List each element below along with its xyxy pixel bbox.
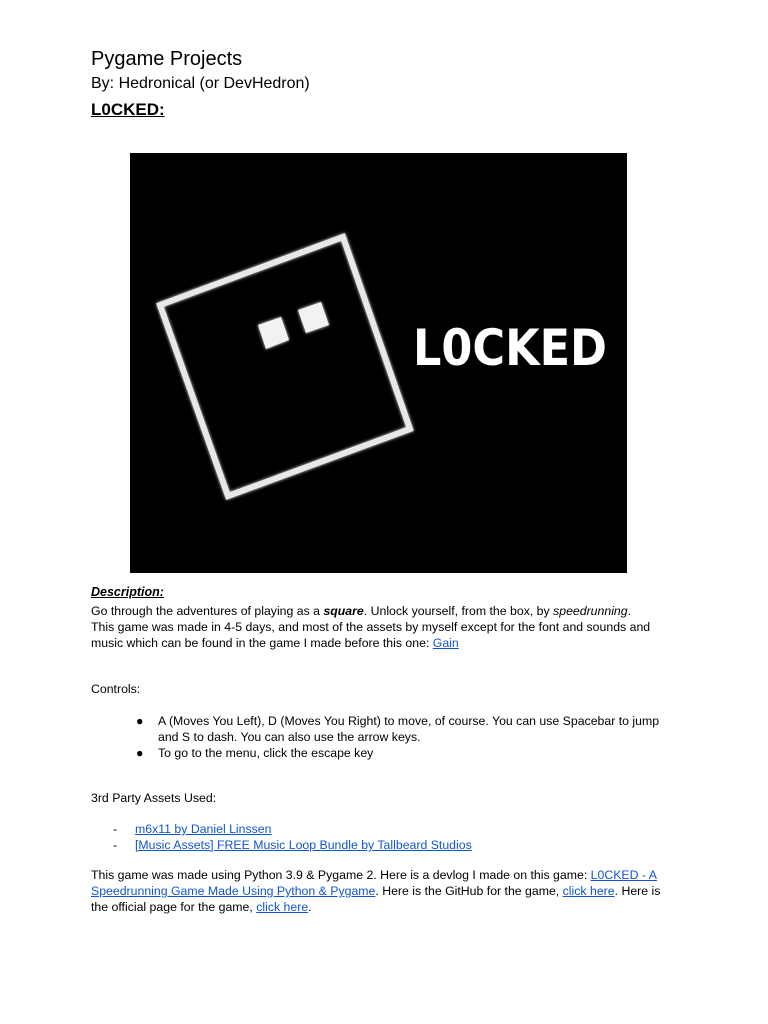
controls-list xyxy=(91,713,681,761)
closing-text-4: . xyxy=(308,900,312,914)
asset-link-font[interactable]: m6x11 by Daniel Linssen xyxy=(135,822,272,836)
devlog-link[interactable]: L0CKED - A Speedrunning Game Made Using Python & Pygame xyxy=(91,868,657,898)
asset-link-music[interactable]: [Music Assets] FREE Music Loop Bundle by Tallbeard Studios xyxy=(135,838,472,852)
control-text-1: A (Moves You Left), D (Moves You Right) to move, of course. You can use Spacebar to jump and S to dash. You can also use the arrow keys. xyxy=(158,714,660,744)
dash-icon: - xyxy=(113,822,118,836)
description-text-3: . xyxy=(627,604,632,618)
list-item xyxy=(91,837,472,853)
gain-link[interactable]: Gain xyxy=(432,636,459,650)
assets-heading: 3rd Party Assets Used: xyxy=(91,791,217,805)
control-text-2: To go to the menu, click the escape key xyxy=(158,746,374,760)
author-byline: By: Hedronical (or DevHedron) xyxy=(91,75,310,92)
description-text-2: . Unlock yourself, from the box, by xyxy=(363,604,554,618)
closing-text-2: . Here is the GitHub for the game, xyxy=(375,884,563,898)
description-heading: Description: xyxy=(91,585,164,599)
list-item xyxy=(91,713,681,745)
description-text-4: This game was made in 4-5 days, and most of the assets by myself except for the font and sounds and music which can be found in the game I made before this one: xyxy=(91,620,651,650)
closing-text-3: . Here is the official page for the game, xyxy=(91,884,661,914)
dash-icon: - xyxy=(113,838,118,852)
description-text-1: Go through the adventures of playing as a xyxy=(91,604,324,618)
closing-paragraph xyxy=(91,867,676,915)
bullet-icon: ● xyxy=(136,746,144,760)
official-page-link[interactable]: click here xyxy=(256,900,309,914)
banner-graphic xyxy=(130,153,627,573)
description-paragraph xyxy=(91,603,676,651)
game-banner-image xyxy=(130,153,627,573)
bullet-icon: ● xyxy=(136,714,144,728)
description-emphasis-speedrunning: speedrunning xyxy=(553,604,628,618)
controls-heading: Controls: xyxy=(91,682,141,696)
banner-logo-text: L0CKED xyxy=(413,319,607,377)
assets-list xyxy=(91,821,472,853)
github-link[interactable]: click here xyxy=(562,884,615,898)
description-emphasis-square: square xyxy=(323,604,364,618)
game-heading: L0CKED: xyxy=(91,100,165,119)
list-item xyxy=(91,821,472,837)
list-item xyxy=(91,745,681,761)
page-title: Pygame Projects xyxy=(91,48,243,70)
closing-text-1: This game was made using Python 3.9 & Pygame 2. Here is a devlog I made on this game: xyxy=(91,868,591,882)
